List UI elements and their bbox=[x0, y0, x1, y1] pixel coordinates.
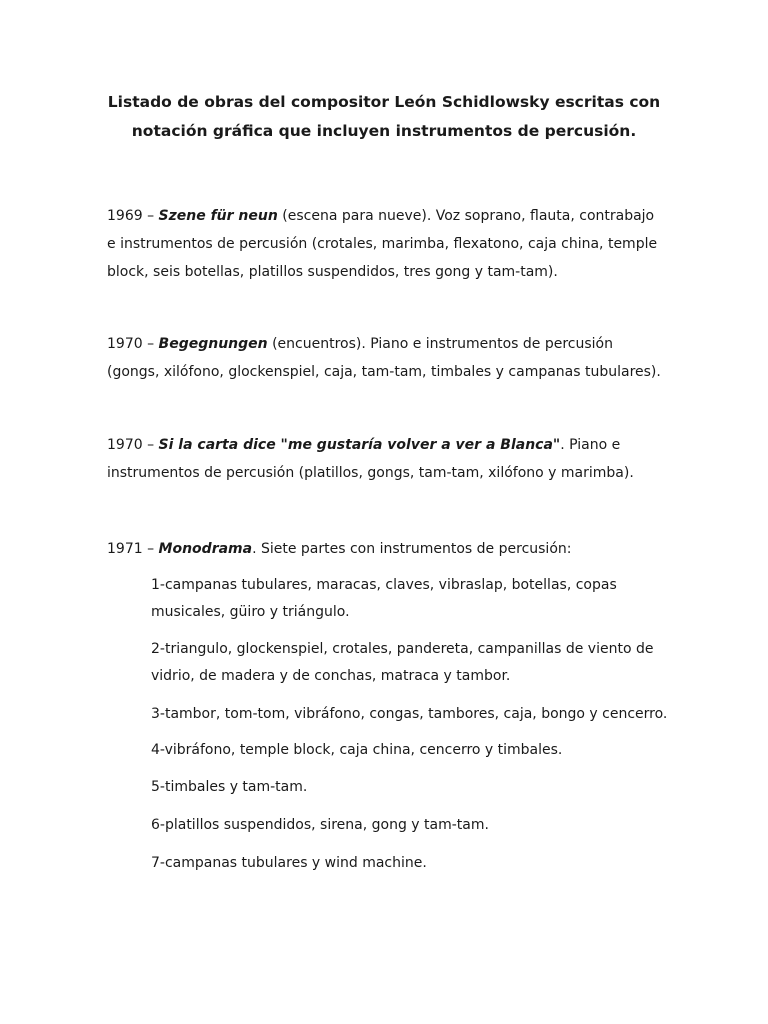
list-item: 4-vibráfono, temple block, caja china, cencerro y timbales. bbox=[151, 742, 563, 758]
entry-1969-szene-fur-neun bbox=[107, 202, 667, 286]
list-item: 5-timbales y tam-tam. bbox=[151, 779, 308, 795]
entry-1971-monodrama bbox=[107, 535, 667, 563]
entry-description: . Siete partes con instrumentos de percusión: bbox=[252, 541, 572, 557]
title-line-2: notación gráfica que incluyen instrumentos de percusión. bbox=[131, 122, 637, 140]
monodrama-part-7 bbox=[151, 850, 691, 877]
entry-year: 1970 – bbox=[107, 437, 159, 453]
list-item: 1-campanas tubulares, maracas, claves, vibraslap, botellas, copas musicales, güiro y triángulo. bbox=[151, 577, 617, 620]
work-title: Begegnungen bbox=[158, 336, 268, 352]
monodrama-part-4 bbox=[151, 737, 691, 764]
monodrama-part-3 bbox=[151, 701, 691, 728]
monodrama-part-6 bbox=[151, 812, 691, 839]
document-title bbox=[0, 88, 768, 146]
monodrama-part-1 bbox=[151, 572, 691, 626]
list-item: 3-tambor, tom-tom, vibráfono, congas, tambores, caja, bongo y cencerro. bbox=[151, 706, 668, 722]
entry-description: (encuentros). Piano e instrumentos de percusión (gongs, xilófono, glockenspiel, caja, tam-tam, timbales y campanas tubulares). bbox=[107, 336, 661, 380]
work-title: Si la carta dice "me gustaría volver a ver a Blanca" bbox=[158, 437, 561, 453]
entry-description: (escena para nueve). Voz soprano, flauta, contrabajo e instrumentos de percusión (crotales, marimba, flexatono, caja china, temple block, seis botellas, platillos suspendidos, tres gong y tam-tam). bbox=[107, 208, 658, 280]
list-item: 6-platillos suspendidos, sirena, gong y tam-tam. bbox=[151, 817, 489, 833]
entry-year: 1970 – bbox=[107, 336, 159, 352]
entry-1970-si-la-carta bbox=[107, 431, 667, 487]
entry-description: . Piano e instrumentos de percusión (platillos, gongs, tam-tam, xilófono y marimba). bbox=[107, 437, 634, 481]
monodrama-part-2 bbox=[151, 636, 691, 690]
entry-1970-begegnungen bbox=[107, 330, 667, 386]
entry-year: 1971 – bbox=[107, 541, 159, 557]
work-title: Monodrama bbox=[158, 541, 253, 557]
list-item: 7-campanas tubulares y wind machine. bbox=[151, 855, 427, 871]
monodrama-part-5 bbox=[151, 774, 691, 801]
title-line-1: Listado de obras del compositor León Schidlowsky escritas con bbox=[107, 93, 661, 111]
entry-year: 1969 – bbox=[107, 208, 159, 224]
work-title: Szene für neun bbox=[158, 208, 278, 224]
list-item: 2-triangulo, glockenspiel, crotales, pandereta, campanillas de viento de vidrio, de madera y de conchas, matraca y tambor. bbox=[151, 641, 654, 684]
